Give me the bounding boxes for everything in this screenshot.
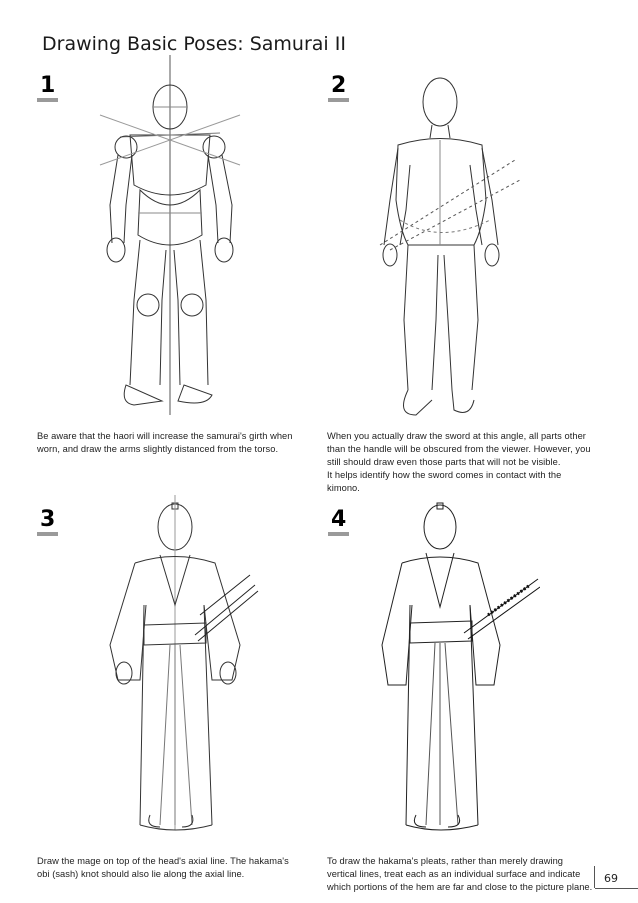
- step-2-number: 2: [331, 75, 346, 97]
- step-3-number: 3: [40, 509, 55, 531]
- page-number: 69: [604, 872, 618, 885]
- step-4-number: 4: [331, 509, 346, 531]
- step-2-caption: When you actually draw the sword at this angle, all parts other than the handle will be obscured from the viewer. However, you still should draw even those parts that will not be visible. It helps identify how the sword comes in contact with the kimono.: [327, 431, 591, 493]
- page-title: Drawing Basic Poses: Samurai II: [42, 33, 346, 55]
- page-number-divider: [594, 866, 595, 888]
- figure-3-kimono-sketch-icon: [100, 495, 260, 835]
- figure-1-mannequin-icon: [90, 55, 260, 420]
- step-4-caption: To draw the hakama's pleats, rather than merely drawing vertical lines, treat each as an individual surface and indicate which portions of the hem are far and close to the picture plane.: [327, 856, 593, 892]
- step-3-caption: Draw the mage on top of the head's axial line. The hakama's obi (sash) knot should also lie along the axial line.: [37, 856, 289, 879]
- step-1-caption: Be aware that the haori will increase the samurai's girth when worn, and draw the arms slightly distanced from the torso.: [37, 431, 293, 454]
- page-number-rule: [595, 888, 638, 889]
- figure-4-finished-samurai-icon: [380, 495, 540, 835]
- figure-2-body-sword-icon: [370, 70, 530, 425]
- step-1-number: 1: [40, 75, 55, 97]
